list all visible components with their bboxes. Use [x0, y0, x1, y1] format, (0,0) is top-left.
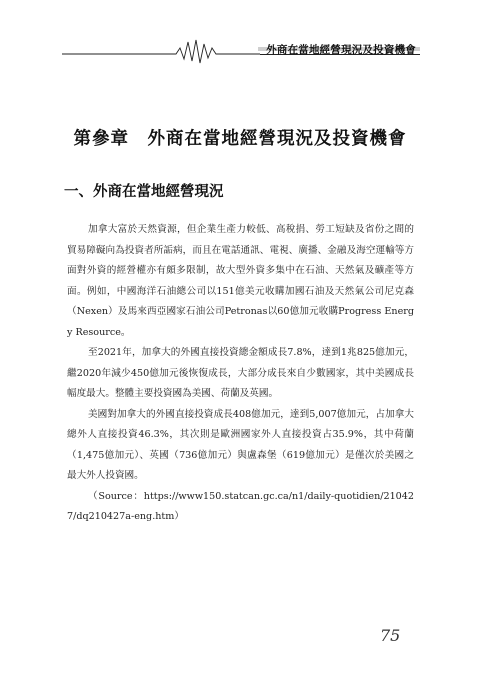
running-header: [0, 34, 480, 64]
chapter-title: 第參章 外商在當地經營現況及投資機會: [73, 129, 407, 149]
source-citation: （Source：https://www150.statcan.gc.ca/n1/daily-quotidien/210427/dq210427a-eng.htm）: [67, 490, 414, 522]
body-text: [67, 220, 414, 528]
paragraph: 加拿大富於天然資源，但企業生產力較低、高稅捐、勞工短缺及省份之間的貿易障礙向為投資者所詬病，而且在電話通訊、電視、廣播、金融及海空運輸等方面對外資的經營權亦有頗多限制，故大型外資多集中在石油、天然氣及礦產等方面。例如，中國海洋石油總公司以151億美元收購加國石油及天然氣公司尼克森（Nexen）及馬來西亞國家石油公司Petronas以60億加元收購Progress Energy Resource。: [67, 224, 414, 338]
paragraph: 美國對加拿大的外國直接投資成長408億加元，達到5,007億加元，占加拿大總外人直接投資46.3%，其次則是歐洲國家外人直接投資占35.9%，其中荷蘭（1,475億加元）、英國（736億加元）與盧森堡（619億加元）是僅次於美國之最大外人投資國。: [67, 408, 414, 481]
section-heading: 一、外商在當地經營現況: [64, 183, 224, 200]
running-header-title: 外商在當地經營現況及投資機會: [266, 44, 416, 56]
page-number: 75: [380, 626, 401, 645]
paragraph: 至2021年，加拿大的外國直接投資總金額成長7.8%，達到1兆825億加元，繼2020年減少450億加元後恢復成長，大部分成長來自少數國家，其中美國成長幅度最大。整體主要投資國為美國、荷蘭及英國。: [67, 347, 414, 399]
